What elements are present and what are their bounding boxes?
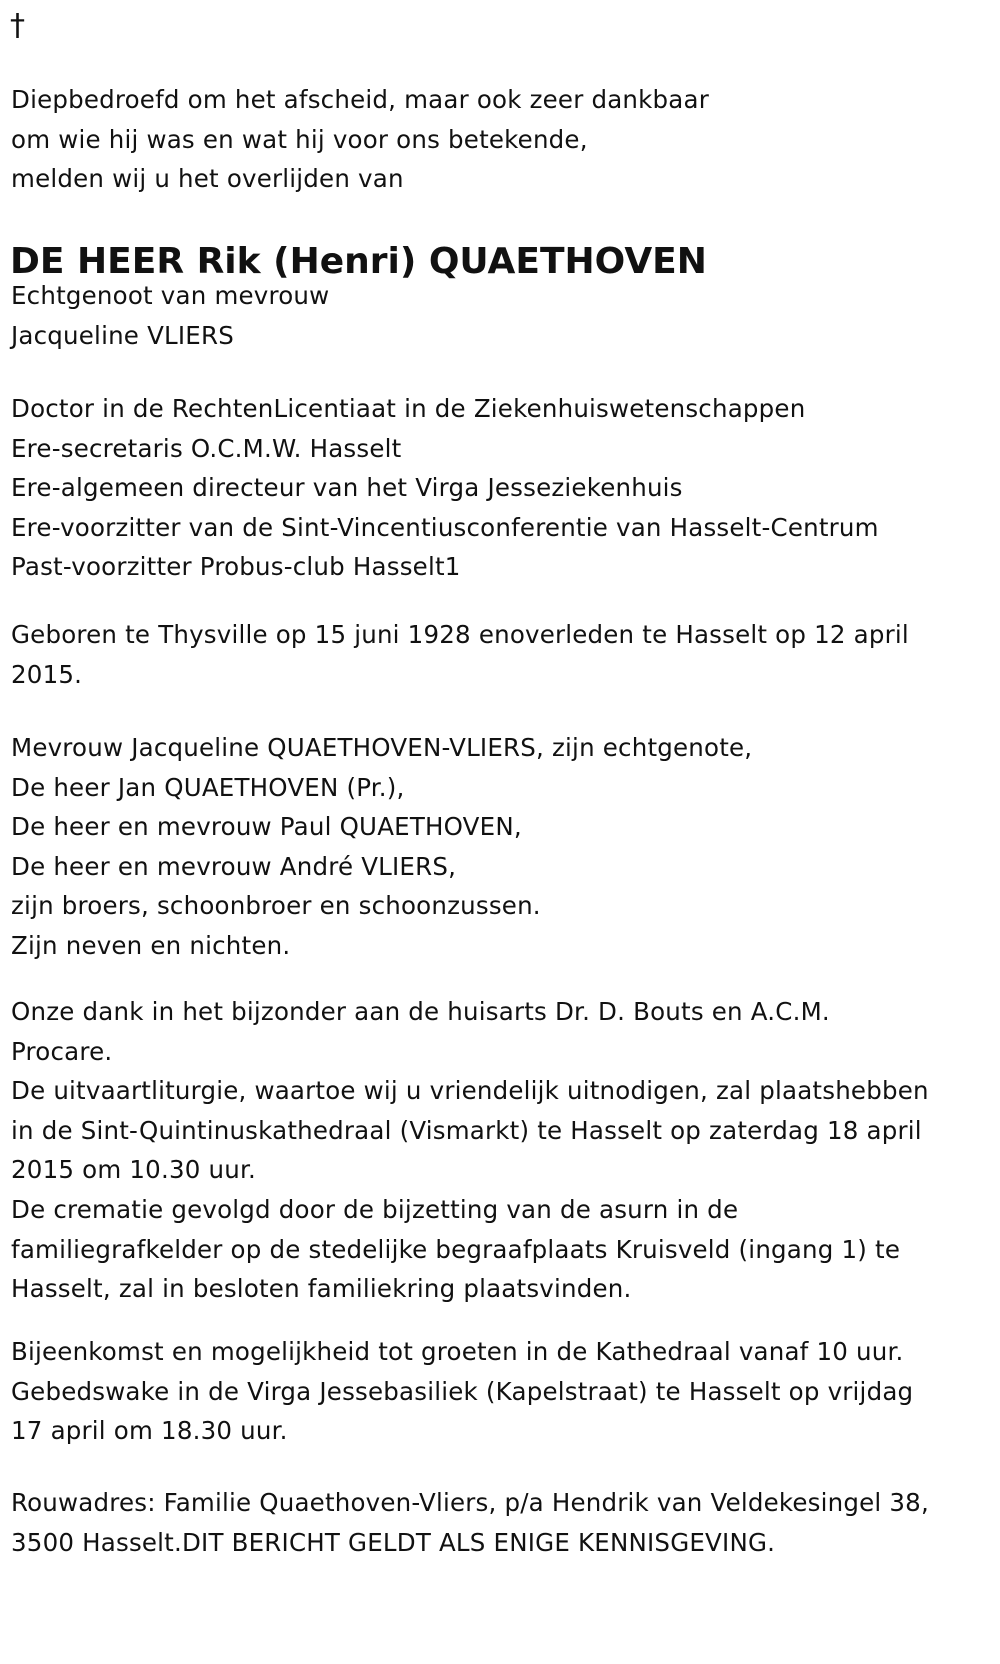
family-line: De heer en mevrouw Paul QUAETHOVEN, xyxy=(11,812,522,842)
spouse-line: Jacqueline VLIERS xyxy=(11,320,234,350)
intro-line: om wie hij was en wat hij voor ons betekende, xyxy=(11,124,588,154)
title-line: Ere-algemeen directeur van het Virga Jesseziekenhuis xyxy=(11,473,683,503)
ceremony-line: Hasselt, zal in besloten familiekring plaatsvinden. xyxy=(11,1274,632,1304)
gathering-line: Bijeenkomst en mogelijkheid tot groeten in de Kathedraal vanaf 10 uur. xyxy=(11,1337,904,1366)
ceremony-line: De uitvaartliturgie, waartoe wij u vriendelijk uitnodigen, zal plaatshebben xyxy=(11,1076,929,1106)
title-line: Past-voorzitter Probus-club Hasselt1 xyxy=(11,552,461,582)
intro-line: Diepbedroefd om het afscheid, maar ook zeer dankbaar xyxy=(11,85,709,114)
family-line: De heer en mevrouw André VLIERS, xyxy=(11,851,457,881)
family-line: zijn broers, schoonbroer en schoonzussen. xyxy=(11,891,541,921)
spouse-line: Echtgenoot van mevrouw xyxy=(11,281,330,310)
ceremony-line: Onze dank in het bijzonder aan de huisarts Dr. D. Bouts en A.C.M. xyxy=(11,997,830,1026)
ceremony-line: De crematie gevolgd door de bijzetting van de asurn in de xyxy=(11,1194,739,1224)
deceased-name: DE HEER Rik (Henri) QUAETHOVEN xyxy=(10,241,707,282)
ceremony-paragraph xyxy=(11,992,991,1309)
gathering-line: Gebedswake in de Virga Jessebasiliek (Kapelstraat) te Hasselt op vrijdag xyxy=(11,1376,914,1406)
intro-line: melden wij u het overlijden van xyxy=(11,164,404,194)
birth-line: 2015. xyxy=(11,659,83,689)
ceremony-line: 2015 om 10.30 uur. xyxy=(11,1155,256,1185)
title-line: Doctor in de RechtenLicentiaat in de Ziekenhuiswetenschappen xyxy=(11,394,806,423)
ceremony-line: familiegrafkelder op de stedelijke begraafplaats Kruisveld (ingang 1) te xyxy=(11,1234,901,1264)
gathering-paragraph xyxy=(11,1332,991,1451)
address-paragraph xyxy=(11,1483,991,1562)
address-line: Rouwadres: Familie Quaethoven-Vliers, p/a Hendrik van Veldekesingel 38, xyxy=(11,1488,929,1517)
birth-paragraph xyxy=(11,615,991,694)
titles-paragraph xyxy=(11,389,991,587)
cross-icon: † xyxy=(10,8,25,43)
intro-paragraph xyxy=(11,80,991,199)
family-paragraph xyxy=(11,728,991,966)
family-line: Mevrouw Jacqueline QUAETHOVEN-VLIERS, zijn echtgenote, xyxy=(11,733,753,762)
family-line: De heer Jan QUAETHOVEN (Pr.), xyxy=(11,772,405,802)
ceremony-line: in de Sint-Quintinuskathedraal (Vismarkt) te Hasselt op zaterdag 18 april xyxy=(11,1115,922,1145)
address-line: 3500 Hasselt.DIT BERICHT GELDT ALS ENIGE KENNISGEVING. xyxy=(11,1527,776,1557)
family-line: Zijn neven en nichten. xyxy=(11,930,291,960)
spouse-paragraph xyxy=(11,276,991,355)
title-line: Ere-secretaris O.C.M.W. Hasselt xyxy=(11,433,402,463)
gathering-line: 17 april om 18.30 uur. xyxy=(11,1416,288,1446)
title-line: Ere-voorzitter van de Sint-Vincentiusconferentie van Hasselt-Centrum xyxy=(11,512,879,542)
ceremony-line: Procare. xyxy=(11,1036,113,1066)
birth-line: Geboren te Thysville op 15 juni 1928 enoverleden te Hasselt op 12 april xyxy=(11,620,909,649)
